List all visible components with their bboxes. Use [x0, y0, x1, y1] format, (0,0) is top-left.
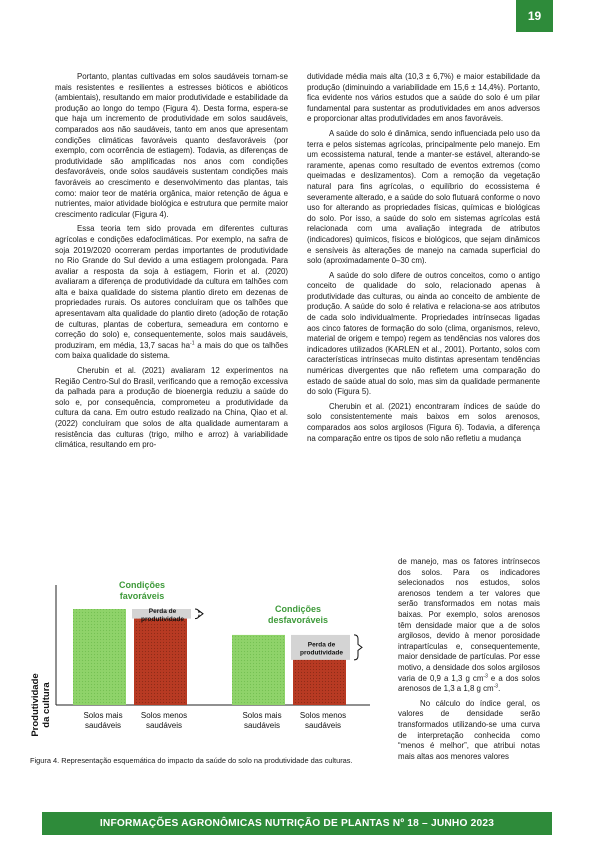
group2-title-line2: desfavoráveis [267, 615, 329, 625]
loss-bracket [195, 609, 203, 619]
y-axis-label-line2: da cultura [41, 682, 52, 728]
right-text-column [307, 72, 540, 448]
paragraph: Cherubin et al. (2021) avaliaram 12 experimentos na Região Centro-Sul do Brasil, verificando que a remoção excessiva da palhada para a produção de bioenergia reduziu a saúde do solo e, por consequência, comprometeu a produtividade da cultura da cana. Em outro estudo realizado na China, Qiao et al. (2022) concluíram que solos de alta qualidade aumentaram a resistência das culturas (trigo, milho e arroz) à variabilidade climática, resultando em pro- [55, 366, 288, 450]
paragraph: Portanto, plantas cultivadas em solos saudáveis tornam-se mais resistentes e resilientes a estresses bióticos e abióticos (ambientais), resultando em maior produtividade e estabilidade da produção ao longo do tempo (Figura 4). Desta forma, espera-se que haja um incremento de produtividade em solos saudáveis, comparados aos não saudáveis, tanto em anos que apresentam condições climáticas favoráveis quanto desfavoráveis (por exemplo, com ocorrência de estiagem). Todavia, as diferenças de produtividade são amplificadas nos anos com condições desfavoráveis, onde solos saudáveis sustentam condições mais favoráveis ao crescimento e desenvolvimento das plantas, tais como: maior teor de matéria orgânica, maior retenção de água e nutrientes, maior atividade biológica e estrutura que permite maior crescimento radicular (Figura 4). [55, 72, 288, 219]
loss-label: produtividade [300, 649, 343, 657]
bar-label-healthy-2-line2: saudáveis [243, 721, 281, 730]
y-axis-label-line1: Produtividade [30, 673, 41, 737]
bar-label-healthy-1-line1: Solos mais [83, 711, 123, 720]
bar-healthy-soil [73, 609, 126, 705]
bar-less-healthy-soil [134, 619, 187, 705]
figure-caption [30, 756, 370, 766]
paragraph: de manejo, mas os fatores intrínsecos dos solos. Para os indicadores selecionados nos estudos, solos arenosos tendem a ter valores que serão transformados em notas mais baixas. Por exemplo, solos arenosos têm densidade maior que a de solos argilosos, devido à menor porosidade intrapartículas e, consequentemente, maior densidade de partículas. Por esse motivo, a densidade dos solos argilosos varia de 0,9 a 1,3 g $cm^{-3}$ e a dos solos arenosos de 1,3 a 1,8 g $cm^{-3}$. [398, 557, 540, 694]
bar-less-healthy-soil [293, 660, 346, 705]
paragraph: No cálculo do índice geral, os valores de densidade serão transformados utilizando-se uma curva de interpretação conhecida como “menos é melhor”, que atribui notas mais altas aos menores valores [398, 698, 540, 761]
page-number-badge [516, 0, 553, 32]
footer-bar [42, 812, 552, 835]
paragraph: dutividade média mais alta (10,3 ± 6,7%) e maior estabilidade da produção (diminuindo a variabilidade em 15,6 ± 14,4%). Portanto, fica evidente nos vários estudos que a saúde do solo é um pilar fundamental para sustentar as produtividades em anos adversos e proporcionar altas produtividades em anos favoráveis. [307, 72, 540, 124]
group1-title-line2: favoráveis [119, 591, 165, 601]
productivity-chart [30, 575, 380, 760]
page-number: 19 [527, 9, 542, 23]
group1-title-line1: Condições [118, 580, 166, 590]
paragraph: A saúde do solo difere de outros conceitos, como o antigo conceito de qualidade do solo, relacionado apenas à produtividade das culturas, ou ainda ao conceito de ambiente de produção. A saúde do solo é relativa e relaciona-se aos atributos de cada solo individualmente. Propriedades intrínsecas ligadas aos cinco fatores de formação do solo (clima, organismos, relevo, material de origem e tempo) regem as tendências nos valores dos indicadores utilizados (KARLEN et al., 2001). Portanto, solos com características intrínsecas muito distintas apresentam tendências numéricas divergentes que não refletem uma comparação do estado de saúde atual do solo, mas sim da qualidade permanente do solo (Figura 5). [307, 270, 540, 397]
bar-label-less-2-line1: Solos menos [299, 711, 347, 720]
bar-label-healthy-2-line1: Solos mais [242, 711, 282, 720]
left-text-column [55, 72, 288, 455]
bar-label-less-1-line1: Solos menos [140, 711, 188, 720]
bar-label-less-1-line2: saudáveis [145, 721, 183, 730]
caption-label: Figura 4. [30, 756, 60, 765]
paragraph: Essa teoria tem sido provada em diferentes culturas agrícolas e condições edafoclimáticas. Por exemplo, na safra de soja 2019/2020 ocorreram perdas importantes de produtividade no Rio Grande do Sul devido a uma estiagem prolongada. Para avaliar a resposta da soja à estiagem, Fiorin et al. (2020) avaliaram a diferença de produtividade da cultura em talhões com alta e baixa qualidade do sistema plantio direto em dezenas de propriedades rurais. Os autores concluíram que os talhões que apresentavam alta qualidade do plantio direto (adoção de rotação de culturas, plantas de cobertura, semeadura em contorno e correção do solo) e, consequentemente, solos mais saudáveis, produziram, em média, 13,7 sacas $ha^{-1}$ a mais do que os talhões com baixa qualidade do sistema. [55, 224, 289, 361]
loss-label: Perda de [307, 641, 336, 649]
right-narrow-text-column [398, 557, 540, 766]
bar-healthy-soil [232, 635, 285, 705]
loss-bracket [354, 635, 362, 660]
paragraph: Cherubin et al. (2021) encontraram índices de saúde do solo consistentemente mais baixos em solos arenosos, comparados aos solos argilosos (Figura 6). Todavia, a diferença na comparação entre os tipos de solo não refletiu a mudança [307, 401, 540, 443]
loss-label: produtividade [141, 615, 184, 623]
bar-label-healthy-1-line2: saudáveis [84, 721, 122, 730]
bar-label-less-2-line2: saudáveis [304, 721, 342, 730]
group2-title-line1: Condições [274, 604, 322, 614]
caption-text: Representação esquemática do impacto da saúde do solo na produtividade das culturas. [59, 756, 353, 765]
footer-text: INFORMAÇÕES AGRONÔMICAS NUTRIÇÃO DE PLANTAS Nº 18 – JUNHO 2023 [99, 818, 495, 829]
loss-label: Perda de [148, 607, 177, 615]
paragraph: A saúde do solo é dinâmica, sendo influenciada pelo uso da terra e pelos sistemas agrícolas, principalmente pelo manejo. Em um ecossistema natural, tende a manter-se estável, alterando-se raramente, apenas como resultado de eventos extremos (como queimadas e deslizamentos). Com a remoção da vegetação natural para fins agrícolas, o equilíbrio do ecossistema é severamente alterado, e a saúde do solo flutuará conforme o novo uso for alterando as propriedades físicas, químicas e biológicas do solo. Por isso, a saúde do solo em sistemas agrícolas está relacionada com uma avaliação integrada de atributos (indicadores) químicos, físicos e biológicos, que sejam dinâmicos e sensíveis às alterações de manejo na camada superficial do solo (aproximadamente 0–30 cm). [307, 128, 540, 266]
figure-4 [30, 575, 380, 760]
